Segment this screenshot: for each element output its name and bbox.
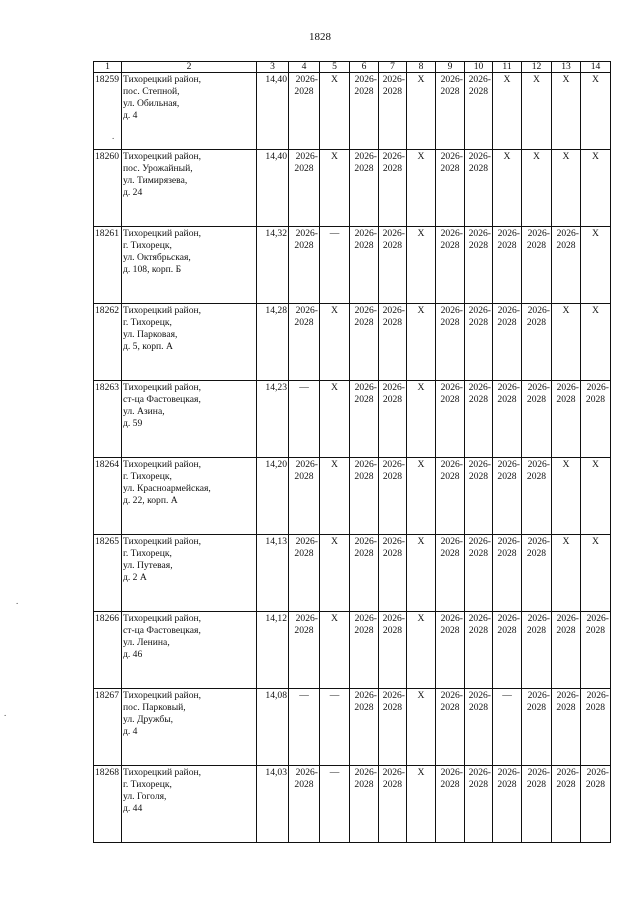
period-cell: 2026- 2028 <box>493 381 522 458</box>
period-cell: 2026- 2028 <box>436 535 465 612</box>
address-line: Тихорецкий район, <box>123 613 202 624</box>
period-cell: X <box>522 150 552 227</box>
column-number: 9 <box>436 62 465 73</box>
period-cell: 2026- 2028 <box>350 766 379 843</box>
address-line: ул. Путевая, <box>123 560 173 571</box>
period-cell: 2026- 2028 <box>465 150 493 227</box>
period-cell: 2026- 2028 <box>465 304 493 381</box>
period-cell: 2026- 2028 <box>289 535 320 612</box>
address-line: д. 59 <box>123 418 143 429</box>
address-line: д. 4 <box>123 110 138 121</box>
registry-table <box>93 61 611 843</box>
period-cell: 2026- 2028 <box>436 227 465 304</box>
period-cell: X <box>552 73 581 150</box>
address-cell <box>122 227 257 304</box>
period-cell: 2026- 2028 <box>289 766 320 843</box>
column-number: 8 <box>407 62 436 73</box>
address-line: Тихорецкий район, <box>123 74 202 85</box>
column-number: 14 <box>581 62 611 73</box>
period-cell: 2026- 2028 <box>493 612 522 689</box>
period-cell: X <box>493 73 522 150</box>
period-cell: X <box>552 150 581 227</box>
period-cell: X <box>522 73 552 150</box>
value-cell: 14,13 <box>257 535 289 612</box>
period-cell: 2026- 2028 <box>379 73 407 150</box>
margin-dot: . <box>16 596 19 606</box>
address-cell <box>122 73 257 150</box>
address-line: г. Тихорецк, <box>123 317 172 328</box>
column-number: 1 <box>94 62 122 73</box>
period-cell: — <box>320 227 350 304</box>
record-number: 18267 <box>94 689 122 766</box>
column-number: 13 <box>552 62 581 73</box>
address-line: г. Тихорецк, <box>123 779 172 790</box>
value-cell: 14,12 <box>257 612 289 689</box>
address-line: д. 4 <box>123 726 138 737</box>
address-line: Тихорецкий район, <box>123 305 202 316</box>
address-line: пос. Урожайный, <box>123 163 193 174</box>
period-cell: 2026- 2028 <box>350 150 379 227</box>
period-cell: 2026- 2028 <box>436 304 465 381</box>
period-cell: X <box>407 535 436 612</box>
period-cell: X <box>407 150 436 227</box>
address-line: Тихорецкий район, <box>123 228 202 239</box>
column-number: 12 <box>522 62 552 73</box>
value-cell: 14,20 <box>257 458 289 535</box>
value-cell: 14,03 <box>257 766 289 843</box>
address-line: ул. Красноармейская, <box>123 483 211 494</box>
address-line: Тихорецкий район, <box>123 536 202 547</box>
period-cell: 2026- 2028 <box>493 535 522 612</box>
page-number: 1828 <box>309 31 331 43</box>
record-number: 18261 <box>94 227 122 304</box>
record-number: 18268 <box>94 766 122 843</box>
period-cell: X <box>581 458 611 535</box>
period-cell: 2026- 2028 <box>493 458 522 535</box>
period-cell: 2026- 2028 <box>379 304 407 381</box>
period-cell: — <box>289 381 320 458</box>
address-cell <box>122 304 257 381</box>
period-cell: 2026- 2028 <box>552 381 581 458</box>
address-line: ул. Азина, <box>123 406 165 417</box>
value-cell: 14,28 <box>257 304 289 381</box>
period-cell: X <box>493 150 522 227</box>
period-cell: X <box>581 535 611 612</box>
value-cell: 14,40 <box>257 150 289 227</box>
period-cell: 2026- 2028 <box>552 689 581 766</box>
period-cell: 2026- 2028 <box>379 535 407 612</box>
period-cell: 2026- 2028 <box>436 612 465 689</box>
address-cell <box>122 689 257 766</box>
period-cell: 2026- 2028 <box>465 535 493 612</box>
address-line: ст-ца Фастовецкая, <box>123 625 201 636</box>
address-line: ул. Тимирязева, <box>123 175 188 186</box>
column-number: 10 <box>465 62 493 73</box>
period-cell: 2026- 2028 <box>493 304 522 381</box>
period-cell: 2026- 2028 <box>493 766 522 843</box>
period-cell: X <box>407 73 436 150</box>
address-line: Тихорецкий район, <box>123 459 202 470</box>
period-cell: 2026- 2028 <box>581 381 611 458</box>
period-cell: X <box>407 689 436 766</box>
address-line: д. 46 <box>123 649 143 660</box>
period-cell: 2026- 2028 <box>436 458 465 535</box>
period-cell: 2026- 2028 <box>379 381 407 458</box>
period-cell: 2026- 2028 <box>522 612 552 689</box>
record-number: 18259 <box>94 73 122 150</box>
table-row <box>94 689 611 766</box>
period-cell: X <box>407 381 436 458</box>
address-cell <box>122 458 257 535</box>
period-cell: X <box>552 535 581 612</box>
period-cell: X <box>320 612 350 689</box>
period-cell: 2026- 2028 <box>289 304 320 381</box>
period-cell: X <box>581 150 611 227</box>
record-number: 18262 <box>94 304 122 381</box>
value-cell: 14,23 <box>257 381 289 458</box>
period-cell: 2026- 2028 <box>350 227 379 304</box>
period-cell: 2026- 2028 <box>436 766 465 843</box>
period-cell: 2026- 2028 <box>289 227 320 304</box>
period-cell: 2026- 2028 <box>522 381 552 458</box>
value-cell: 14,40 <box>257 73 289 150</box>
column-number: 3 <box>257 62 289 73</box>
address-line: г. Тихорецк, <box>123 240 172 251</box>
address-line: пос. Степной, <box>123 86 180 97</box>
address-cell <box>122 612 257 689</box>
period-cell: 2026- 2028 <box>436 689 465 766</box>
period-cell: X <box>581 73 611 150</box>
period-cell: 2026- 2028 <box>552 612 581 689</box>
value-cell: 14,08 <box>257 689 289 766</box>
period-cell: 2026- 2028 <box>379 227 407 304</box>
address-line: Тихорецкий район, <box>123 767 202 778</box>
table-row <box>94 73 611 150</box>
period-cell: 2026- 2028 <box>289 458 320 535</box>
period-cell: X <box>581 227 611 304</box>
period-cell: 2026- 2028 <box>379 458 407 535</box>
period-cell: X <box>320 381 350 458</box>
column-number: 5 <box>320 62 350 73</box>
address-line: пос. Парковый, <box>123 702 186 713</box>
address-line: д. 44 <box>123 803 143 814</box>
address-line: д. 22, корп. А <box>123 495 178 506</box>
period-cell: X <box>320 304 350 381</box>
period-cell: 2026- 2028 <box>436 73 465 150</box>
table-row <box>94 458 611 535</box>
address-line: д. 5, корп. А <box>123 341 173 352</box>
period-cell: 2026- 2028 <box>436 381 465 458</box>
period-cell: X <box>320 73 350 150</box>
period-cell: X <box>320 150 350 227</box>
address-cell <box>122 766 257 843</box>
period-cell: 2026- 2028 <box>522 227 552 304</box>
period-cell: 2026- 2028 <box>522 535 552 612</box>
period-cell: 2026- 2028 <box>522 766 552 843</box>
address-line: д. 24 <box>123 187 143 198</box>
period-cell: 2026- 2028 <box>379 150 407 227</box>
address-line: ул. Ленина, <box>123 637 170 648</box>
period-cell: 2026- 2028 <box>379 612 407 689</box>
address-cell <box>122 150 257 227</box>
address-line: ул. Парковая, <box>123 329 178 340</box>
period-cell: X <box>407 227 436 304</box>
address-line: Тихорецкий район, <box>123 690 202 701</box>
period-cell: 2026- 2028 <box>522 458 552 535</box>
period-cell: X <box>407 458 436 535</box>
table-row <box>94 535 611 612</box>
column-number: 6 <box>350 62 379 73</box>
address-line: ул. Октябрьская, <box>123 252 191 263</box>
record-number: 18264 <box>94 458 122 535</box>
period-cell: 2026- 2028 <box>465 689 493 766</box>
period-cell: X <box>407 304 436 381</box>
column-number: 2 <box>122 62 257 73</box>
table-row <box>94 381 611 458</box>
table-row <box>94 304 611 381</box>
period-cell: — <box>493 689 522 766</box>
period-cell: 2026- 2028 <box>581 766 611 843</box>
column-number-row <box>94 62 611 73</box>
period-cell: 2026- 2028 <box>436 150 465 227</box>
period-cell: 2026- 2028 <box>522 689 552 766</box>
period-cell: — <box>320 689 350 766</box>
period-cell: 2026- 2028 <box>379 689 407 766</box>
record-number: 18265 <box>94 535 122 612</box>
table-row <box>94 612 611 689</box>
period-cell: 2026- 2028 <box>379 766 407 843</box>
record-number: 18266 <box>94 612 122 689</box>
address-line: д. 2 А <box>123 572 147 583</box>
period-cell: X <box>581 304 611 381</box>
address-line: Тихорецкий район, <box>123 382 202 393</box>
table-row <box>94 227 611 304</box>
margin-dot: . <box>112 131 115 141</box>
period-cell: 2026- 2028 <box>350 73 379 150</box>
address-line: г. Тихорецк, <box>123 471 172 482</box>
period-cell: X <box>552 458 581 535</box>
period-cell: 2026- 2028 <box>350 381 379 458</box>
period-cell: 2026- 2028 <box>350 304 379 381</box>
period-cell: — <box>289 689 320 766</box>
period-cell: 2026- 2028 <box>493 227 522 304</box>
period-cell: X <box>552 304 581 381</box>
period-cell: 2026- 2028 <box>465 381 493 458</box>
record-number: 18260 <box>94 150 122 227</box>
address-line: ул. Гоголя, <box>123 791 167 802</box>
period-cell: 2026- 2028 <box>465 612 493 689</box>
column-number: 11 <box>493 62 522 73</box>
address-cell <box>122 381 257 458</box>
table-body <box>94 62 611 843</box>
period-cell: 2026- 2028 <box>552 766 581 843</box>
period-cell: X <box>407 612 436 689</box>
address-line: ст-ца Фастовецкая, <box>123 394 201 405</box>
address-line: ул. Дружбы, <box>123 714 174 725</box>
record-number: 18263 <box>94 381 122 458</box>
period-cell: 2026- 2028 <box>465 458 493 535</box>
value-cell: 14,32 <box>257 227 289 304</box>
period-cell: 2026- 2028 <box>465 227 493 304</box>
period-cell: 2026- 2028 <box>289 73 320 150</box>
address-line: д. 108, корп. Б <box>123 264 182 275</box>
period-cell: X <box>320 458 350 535</box>
table-row <box>94 766 611 843</box>
column-number: 7 <box>379 62 407 73</box>
period-cell: X <box>320 535 350 612</box>
table-row <box>94 150 611 227</box>
margin-dot: . <box>4 708 7 718</box>
period-cell: 2026- 2028 <box>350 535 379 612</box>
period-cell: 2026- 2028 <box>552 227 581 304</box>
period-cell: 2026- 2028 <box>289 150 320 227</box>
column-number: 4 <box>289 62 320 73</box>
period-cell: 2026- 2028 <box>465 766 493 843</box>
address-cell <box>122 535 257 612</box>
period-cell: — <box>320 766 350 843</box>
period-cell: X <box>407 766 436 843</box>
period-cell: 2026- 2028 <box>522 304 552 381</box>
period-cell: 2026- 2028 <box>350 612 379 689</box>
period-cell: 2026- 2028 <box>581 612 611 689</box>
period-cell: 2026- 2028 <box>350 458 379 535</box>
address-line: г. Тихорецк, <box>123 548 172 559</box>
period-cell: 2026- 2028 <box>289 612 320 689</box>
address-line: ул. Обильная, <box>123 98 180 109</box>
period-cell: 2026- 2028 <box>465 73 493 150</box>
period-cell: 2026- 2028 <box>350 689 379 766</box>
address-line: Тихорецкий район, <box>123 151 202 162</box>
period-cell: 2026- 2028 <box>581 689 611 766</box>
